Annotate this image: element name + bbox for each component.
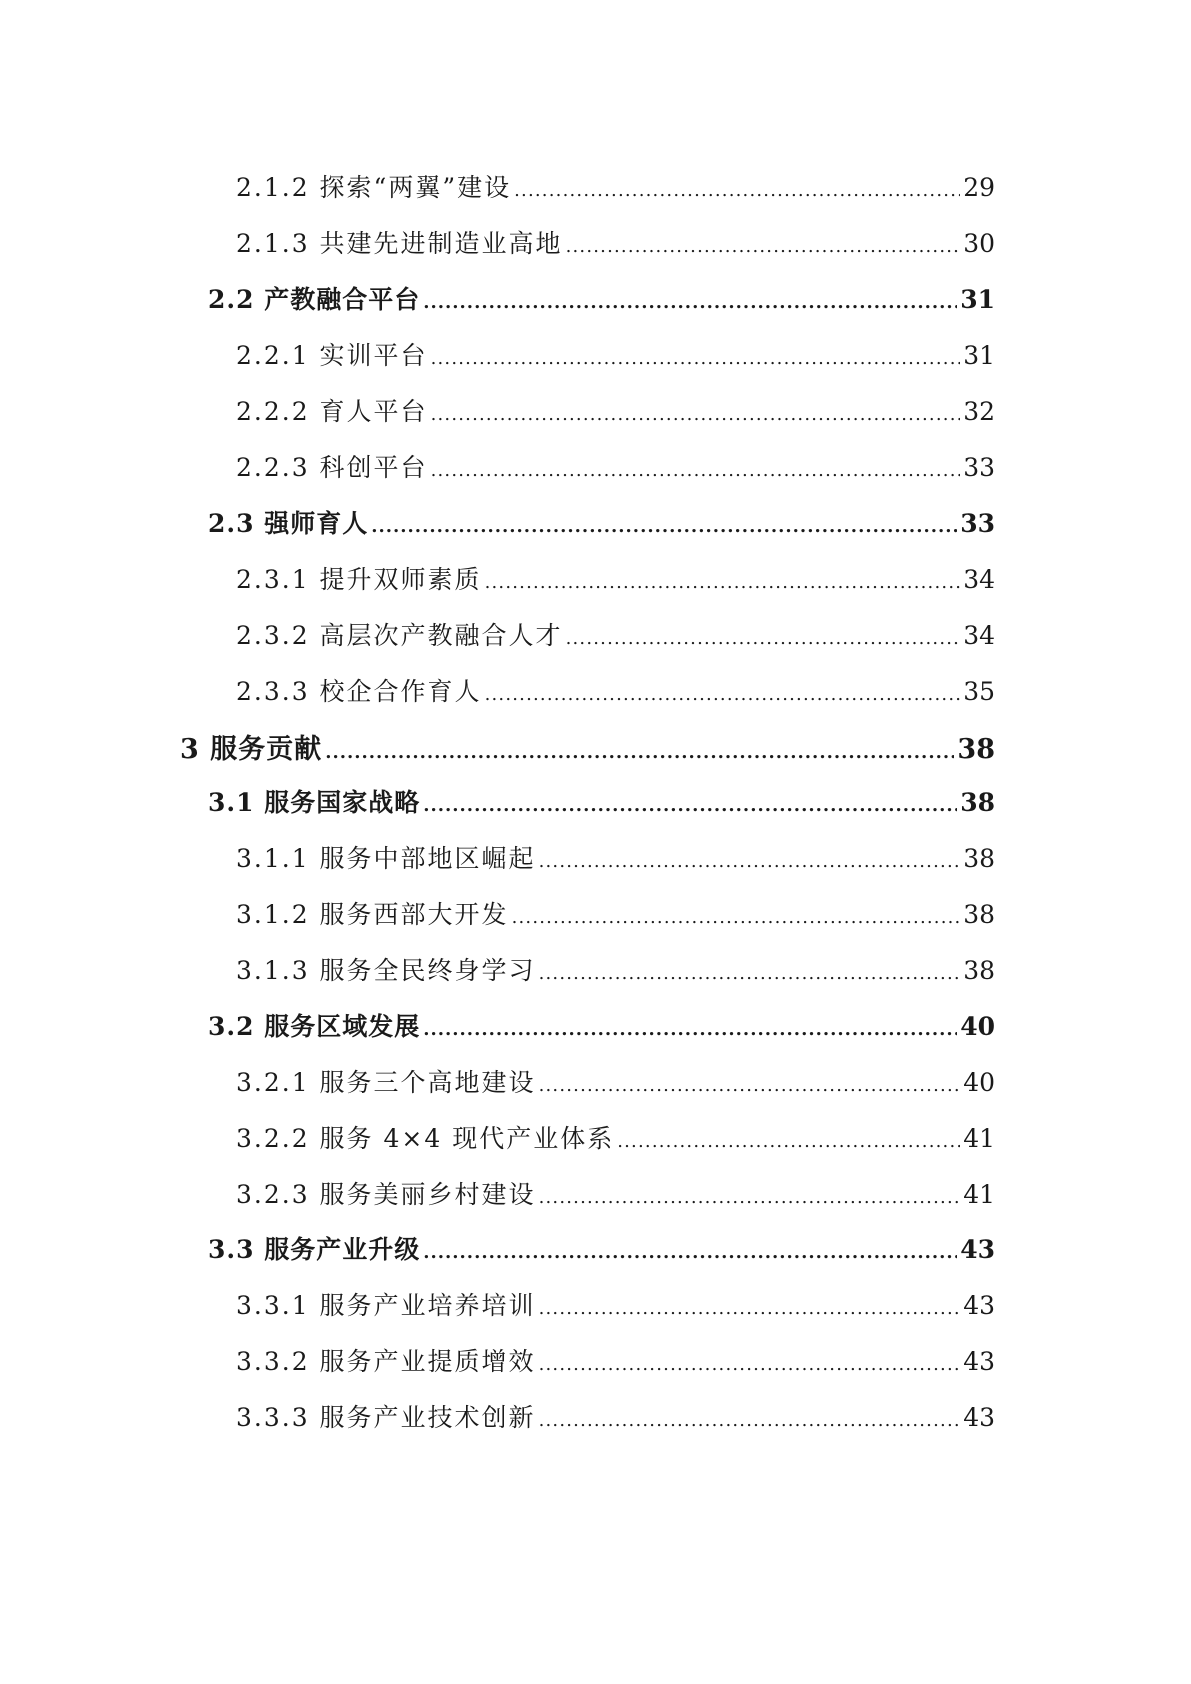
toc-entry[interactable] xyxy=(236,1119,995,1155)
toc-entry[interactable] xyxy=(180,727,995,766)
toc-entry-label: 2.2.2 育人平台 xyxy=(236,397,428,426)
toc-entry[interactable] xyxy=(208,504,995,540)
toc-entry-page: 38 xyxy=(957,734,995,765)
toc-entry-label: 2.1.3 共建先进制造业高地 xyxy=(236,229,563,258)
toc-entry-page: 41 xyxy=(963,1124,995,1153)
toc-entry-label: 2.3.3 校企合作育人 xyxy=(236,677,482,706)
toc-leader-dots xyxy=(539,1291,961,1320)
toc-entry-page: 40 xyxy=(960,1012,995,1041)
toc-entry-label: 3.1 服务国家战略 xyxy=(208,788,421,817)
toc-entry-label: 3 服务贡献 xyxy=(180,734,323,765)
toc-entry[interactable] xyxy=(236,951,995,987)
toc-entry-page: 34 xyxy=(963,621,995,650)
toc-leader-dots xyxy=(539,1403,961,1432)
toc-entry[interactable] xyxy=(208,783,995,819)
toc-entry[interactable] xyxy=(236,672,995,708)
toc-leader-dots xyxy=(371,509,957,538)
toc-entry-page: 31 xyxy=(960,285,995,314)
toc-entry[interactable] xyxy=(236,1175,995,1211)
toc-leader-dots xyxy=(539,1068,961,1097)
toc-entry-label: 3.3.1 服务产业培养培训 xyxy=(236,1291,536,1320)
toc-leader-dots xyxy=(539,1180,961,1209)
toc-entry-label: 3.2.2 服务 4×4 现代产业体系 xyxy=(236,1124,615,1153)
toc-entry-label: 3.1.1 服务中部地区崛起 xyxy=(236,844,536,873)
toc-entry[interactable] xyxy=(236,560,995,596)
toc-leader-dots xyxy=(325,734,954,765)
toc-entry-page: 38 xyxy=(963,844,995,873)
toc-entry[interactable] xyxy=(236,1063,995,1099)
toc-leader-dots xyxy=(566,621,961,650)
toc-entry-label: 3.3.2 服务产业提质增效 xyxy=(236,1347,536,1376)
toc-leader-dots xyxy=(431,341,961,370)
toc-entry-page: 33 xyxy=(960,509,995,538)
toc-entry[interactable] xyxy=(236,839,995,875)
toc-leader-dots xyxy=(431,397,961,426)
toc-leader-dots xyxy=(512,900,961,929)
toc-entry-label: 2.2 产教融合平台 xyxy=(208,285,421,314)
toc-entry-label: 2.3 强师育人 xyxy=(208,509,369,538)
toc-leader-dots xyxy=(423,788,957,817)
toc-entry-page: 43 xyxy=(963,1291,995,1320)
toc-leader-dots xyxy=(539,956,961,985)
toc-leader-dots xyxy=(431,453,961,482)
toc-entry[interactable] xyxy=(236,1286,995,1322)
toc-entry[interactable] xyxy=(208,1230,995,1266)
toc-entry-label: 2.3.2 高层次产教融合人才 xyxy=(236,621,563,650)
toc-entry-page: 43 xyxy=(963,1403,995,1432)
toc-entry-page: 40 xyxy=(963,1068,995,1097)
toc-leader-dots xyxy=(423,1012,957,1041)
toc-entry[interactable] xyxy=(208,280,995,316)
toc-leader-dots xyxy=(514,173,960,202)
toc-entry-label: 3.3 服务产业升级 xyxy=(208,1235,421,1264)
toc-entry-page: 34 xyxy=(963,565,995,594)
toc-entry-label: 3.2 服务区域发展 xyxy=(208,1012,421,1041)
toc-entry[interactable] xyxy=(236,448,995,484)
toc-entry-label: 3.3.3 服务产业技术创新 xyxy=(236,1403,536,1432)
toc-entry-label: 3.1.2 服务西部大开发 xyxy=(236,900,509,929)
toc-entry-page: 35 xyxy=(963,677,995,706)
toc-entry[interactable] xyxy=(236,895,995,931)
toc-leader-dots xyxy=(539,844,961,873)
toc-entry[interactable] xyxy=(236,1342,995,1378)
toc-entry[interactable] xyxy=(236,1398,995,1434)
toc-leader-dots xyxy=(485,677,961,706)
toc-entry-label: 3.2.3 服务美丽乡村建设 xyxy=(236,1180,536,1209)
toc-entry[interactable] xyxy=(208,1007,995,1043)
toc-entry-page: 31 xyxy=(963,341,995,370)
toc-entry-page: 41 xyxy=(963,1180,995,1209)
toc-entry-page: 38 xyxy=(963,900,995,929)
toc-leader-dots xyxy=(423,1235,957,1264)
toc-entry-page: 43 xyxy=(960,1235,995,1264)
toc-entry-label: 2.2.3 科创平台 xyxy=(236,453,428,482)
toc-entry-page: 33 xyxy=(963,453,995,482)
toc-entry-page: 38 xyxy=(960,788,995,817)
toc-leader-dots xyxy=(539,1347,961,1376)
toc-leader-dots xyxy=(617,1124,960,1153)
toc-entry-label: 2.2.1 实训平台 xyxy=(236,341,428,370)
toc-entry-page: 29 xyxy=(963,173,995,202)
toc-entry-page: 43 xyxy=(963,1347,995,1376)
toc-entry-page: 32 xyxy=(963,397,995,426)
toc-entry-page: 30 xyxy=(963,229,995,258)
toc-entry[interactable] xyxy=(236,224,995,260)
toc-entry-label: 2.1.2 探索“两翼”建设 xyxy=(236,173,512,202)
toc-entry[interactable] xyxy=(236,616,995,652)
toc-entry-label: 3.2.1 服务三个高地建设 xyxy=(236,1068,536,1097)
toc-entry-page: 38 xyxy=(963,956,995,985)
toc-entry-label: 2.3.1 提升双师素质 xyxy=(236,565,482,594)
toc-leader-dots xyxy=(423,285,957,314)
toc-entry[interactable] xyxy=(236,392,995,428)
toc-leader-dots xyxy=(566,229,961,258)
toc-leader-dots xyxy=(485,565,961,594)
toc-entry[interactable] xyxy=(236,168,995,204)
toc-entry-label: 3.1.3 服务全民终身学习 xyxy=(236,956,536,985)
toc-entry[interactable] xyxy=(236,336,995,372)
